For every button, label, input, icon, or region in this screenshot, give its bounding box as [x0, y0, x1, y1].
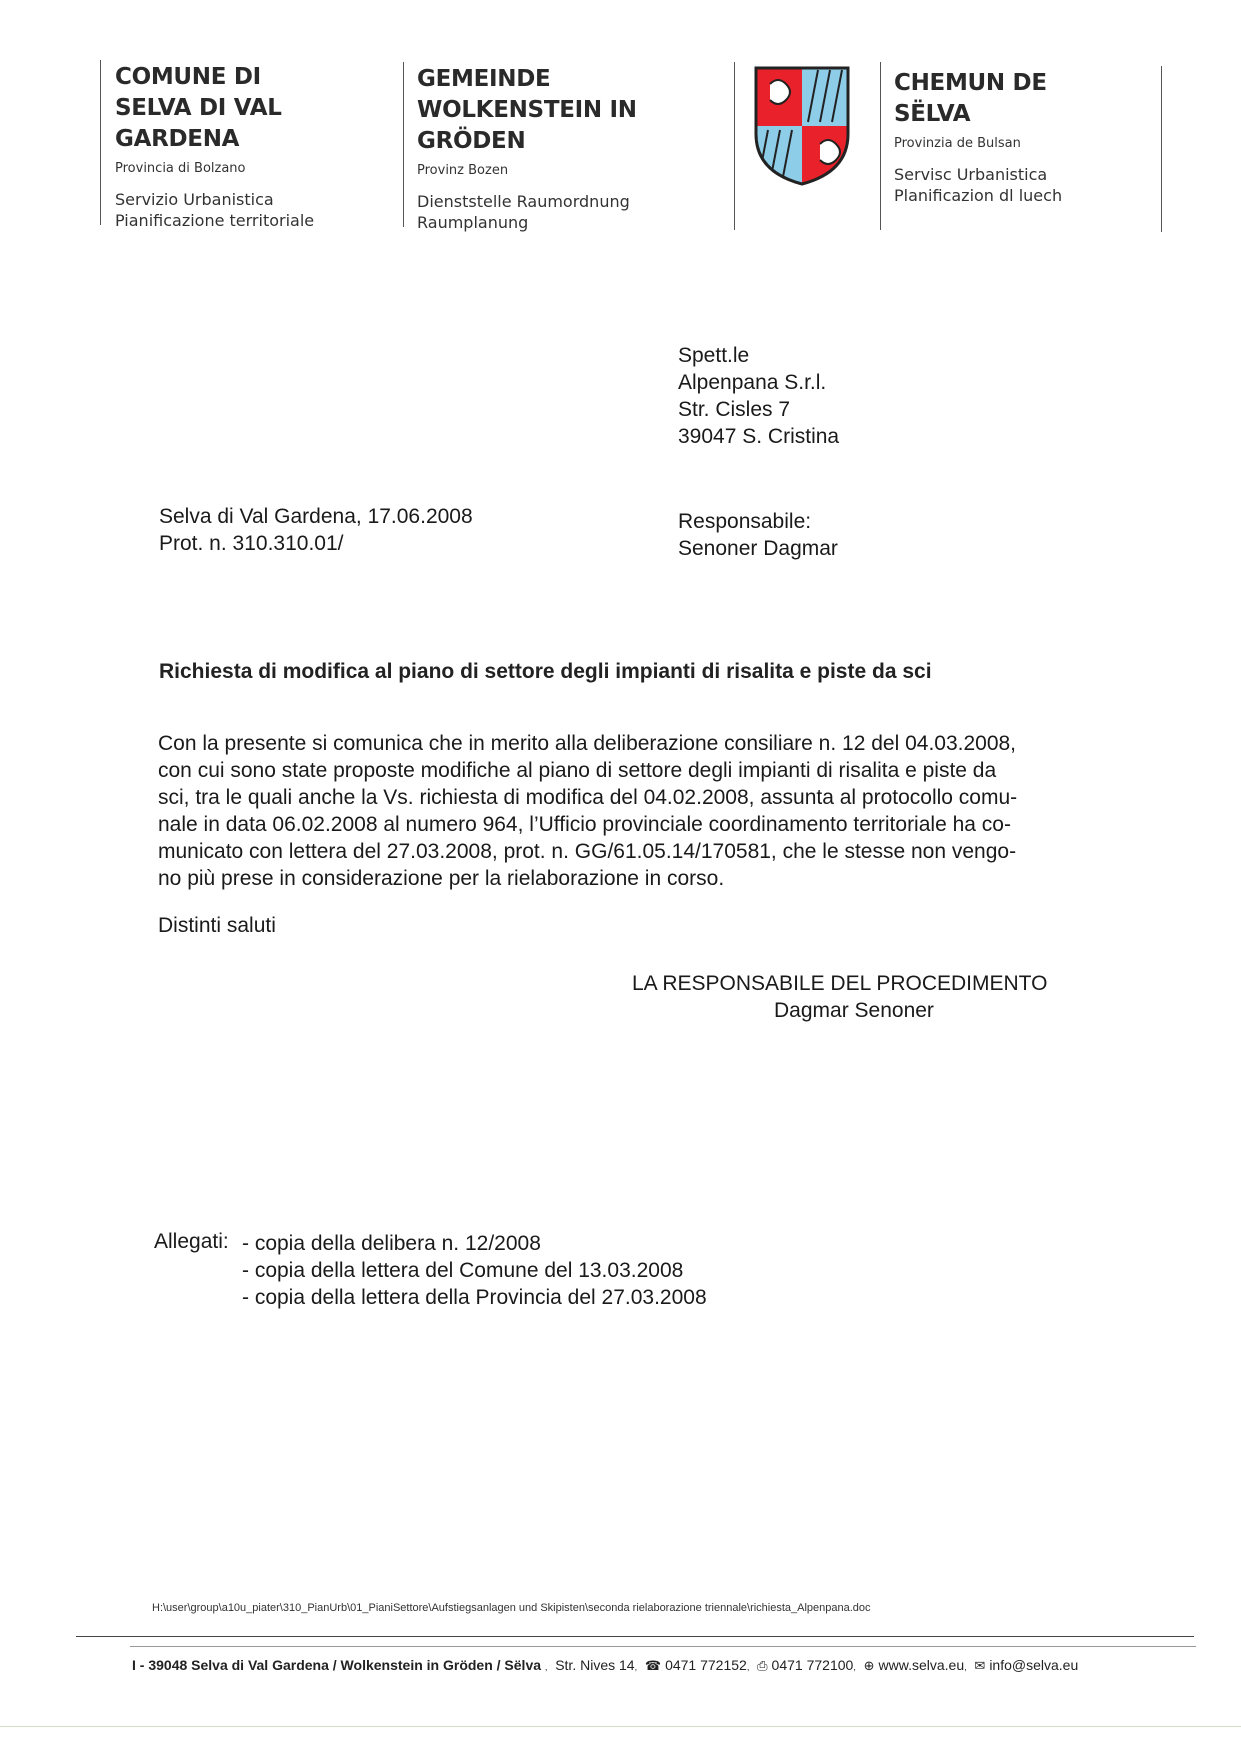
header-divider-2 — [403, 62, 404, 227]
service-italian-line1: Servizio Urbanistica — [115, 190, 274, 209]
header-divider-3 — [734, 62, 735, 230]
closing-greeting: Distinti saluti — [158, 914, 276, 937]
telephone-icon: ☎ — [644, 1659, 662, 1674]
footer-contact: I - 39048 Selva di Val Gardena / Wolkenstein in Gröden / Sëlva , Str. Nives 14, ☎ 0471 772152, ⎙ 0471 772100, ⊕ www.selva.eu, ✉ info@selva.eu — [132, 1657, 1079, 1674]
responsible-block — [678, 508, 838, 562]
service-ladin-line1: Servisc Urbanistica — [894, 165, 1048, 184]
service-german-line2: Raumplanung — [417, 213, 529, 232]
municipality-name-italian-line1: COMUNE DI — [115, 64, 261, 90]
letter-body — [158, 730, 1134, 892]
body-line-2: con cui sono state proposte modifiche al piano di settore degli impianti di risalita e piste da — [158, 759, 997, 782]
attachment-item: - copia della delibera n. 12/2008 — [242, 1232, 541, 1255]
footer-rule-thin — [130, 1646, 1196, 1647]
footer-fax: 0471 772100 — [771, 1657, 854, 1673]
footer-phone: 0471 772152 — [665, 1657, 747, 1673]
date-protocol-block — [159, 503, 473, 557]
recipient-address — [678, 342, 839, 450]
header-german — [417, 64, 727, 233]
recipient-city: 39047 S. Cristina — [678, 425, 840, 448]
header-ladin — [894, 68, 1154, 206]
attachment-item: - copia della lettera del Comune del 13.03.2008 — [242, 1259, 684, 1282]
body-line-3: sci, tra le quali anche la Vs. richiesta di modifica del 04.02.2008, assunta al protocollo comu- — [158, 786, 1018, 809]
footer-address: I - 39048 Selva di Val Gardena / Wolkenstein in Gröden / Sëlva — [132, 1657, 542, 1673]
footer-email[interactable]: info@selva.eu — [989, 1657, 1079, 1673]
globe-icon: ⊕ — [863, 1659, 875, 1674]
body-line-4: nale in data 06.02.2008 al numero 964, l’Ufficio provinciale coordinamento territoriale ha co- — [158, 813, 1011, 836]
envelope-icon: ✉ — [974, 1659, 986, 1674]
attachments-label: Allegati: — [154, 1230, 229, 1253]
province-italian: Provincia di Bolzano — [115, 161, 246, 176]
recipient-salutation: Spett.le — [678, 344, 750, 367]
body-line-1: Con la presente si comunica che in merito alla deliberazione consiliare n. 12 del 04.03.2008, — [158, 732, 1017, 755]
letter-subject: Richiesta di modifica al piano di settore degli impianti di risalita e piste da sci — [159, 660, 932, 683]
signature-name: Dagmar Senoner — [774, 999, 934, 1022]
municipality-name-german-line1: GEMEINDE — [417, 66, 551, 92]
service-italian-line2: Pianificazione territoriale — [115, 211, 315, 230]
header-divider-1 — [100, 60, 101, 225]
attachments-list — [242, 1230, 707, 1311]
header-divider-4 — [880, 62, 881, 230]
scan-edge-line — [0, 1726, 1241, 1727]
province-ladin: Provinzia de Bulsan — [894, 136, 1021, 151]
municipality-name-german-line2: WOLKENSTEIN IN GRÖDEN — [417, 97, 637, 154]
municipality-name-ladin-line2: SËLVA — [894, 101, 971, 127]
responsible-label: Responsabile: — [678, 510, 812, 533]
municipality-name-ladin-line1: CHEMUN DE — [894, 70, 1047, 96]
coat-of-arms-icon — [750, 64, 854, 188]
footer-website[interactable]: www.selva.eu — [878, 1657, 965, 1673]
attachment-item: - copia della lettera della Provincia del 27.03.2008 — [242, 1286, 707, 1309]
province-german: Provinz Bozen — [417, 163, 509, 178]
file-path: H:\user\group\a10u_piater\310_PianUrb\01_PianiSettore\Aufstiegsanlagen und Skipisten\seconda rielaborazione triennale\richiesta_Alpenpana.doc — [152, 1602, 871, 1614]
responsible-name: Senoner Dagmar — [678, 537, 838, 560]
signature-role: LA RESPONSABILE DEL PROCEDIMENTO — [632, 972, 1048, 995]
header-italian — [115, 62, 400, 231]
recipient-street: Str. Cisles 7 — [678, 398, 791, 421]
body-line-6: no più prese in considerazione per la rielaborazione in corso. — [158, 867, 725, 890]
body-line-5: municato con lettera del 27.03.2008, prot. n. GG/61.05.14/170581, che le stesse non vengo- — [158, 840, 1017, 863]
service-ladin-line2: Planificazion dl luech — [894, 186, 1063, 205]
fax-icon: ⎙ — [757, 1659, 768, 1674]
service-german-line1: Dienststelle Raumordnung — [417, 192, 630, 211]
municipality-name-italian-line2: SELVA DI VAL GARDENA — [115, 95, 282, 152]
header-divider-5 — [1161, 66, 1162, 232]
place-date: Selva di Val Gardena, 17.06.2008 — [159, 505, 473, 528]
footer-rule — [76, 1636, 1194, 1637]
recipient-company: Alpenpana S.r.l. — [678, 371, 827, 394]
footer-street: Str. Nives 14 — [555, 1657, 635, 1673]
protocol-number: Prot. n. 310.310.01/ — [159, 532, 344, 555]
